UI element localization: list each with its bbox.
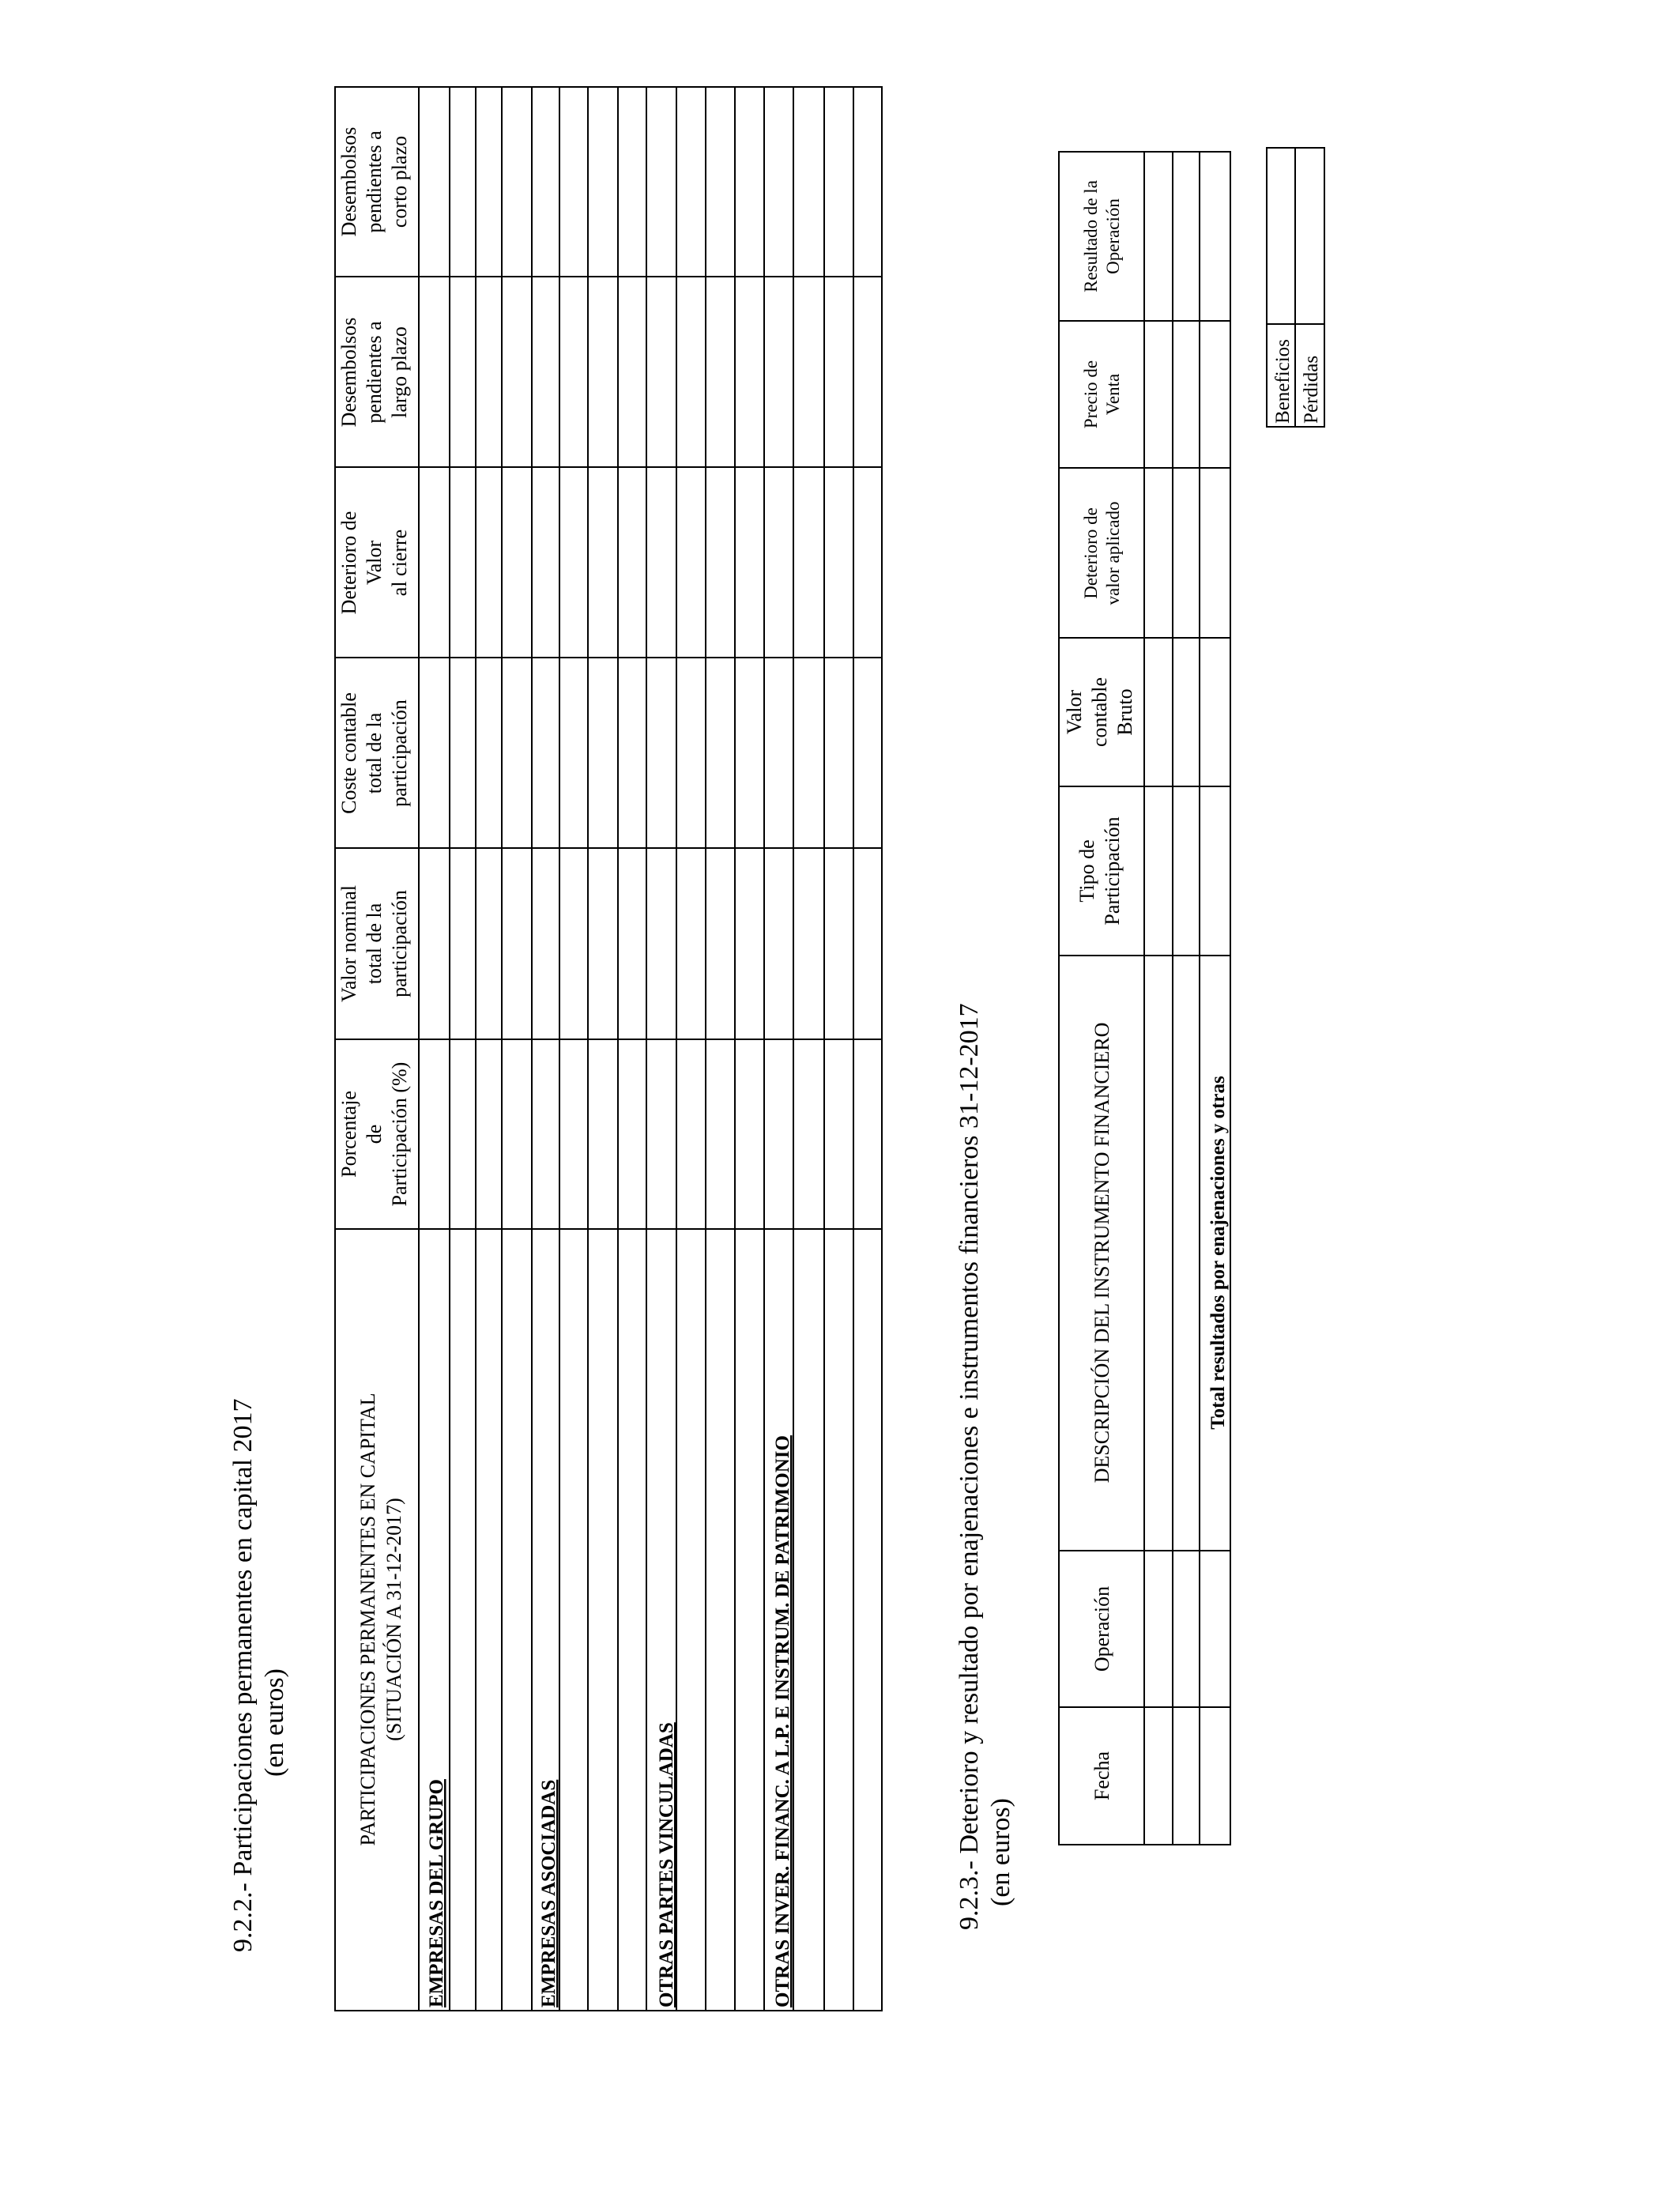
col-header-fecha [1090, 1751, 1113, 1801]
col-header-valor-contable [1063, 677, 1136, 747]
main-header-line1: PARTICIPACIONES PERMANENTES EN CAPITAL [356, 1393, 379, 1846]
col-header-desembolsos-corto [337, 127, 411, 237]
col-header-deterioro-valor [337, 511, 411, 615]
section-otras-inversiones [772, 1435, 793, 2007]
section-923-title-group [955, 1003, 1015, 1930]
participaciones-table [335, 87, 882, 2011]
section-922-title: 9.2.2.- Participaciones permanentes en capital 2017 [228, 1398, 258, 1952]
col-header-line: largo plazo [388, 326, 411, 418]
section-922-subtitle: (en euros) [260, 1668, 289, 1777]
col-header-line: de [363, 1124, 386, 1144]
col-header-line: Deterioro de [337, 511, 360, 615]
col-header-tipo-participacion [1075, 816, 1124, 925]
section-label: OTRAS PARTES VINCULADAS [656, 1722, 677, 2007]
section-label: EMPRESAS DEL GRUPO [426, 1779, 447, 2007]
total-resultados-label: Total resultados por enajenaciones y otras [1207, 1076, 1229, 1430]
legend-label: Beneficios [1272, 339, 1294, 424]
col-header-line: corto plazo [388, 135, 411, 228]
legend-perdidas [1301, 356, 1322, 424]
col-header-precio-venta [1081, 360, 1123, 428]
main-header-line2: (SITUACIÓN A 31-12-2017) [382, 1498, 405, 1741]
col-header-line: pendientes a [363, 130, 386, 233]
legend-beneficios [1272, 339, 1294, 424]
col-header-line: Fecha [1090, 1751, 1113, 1801]
col-header-deterioro-aplicado [1081, 502, 1123, 605]
section-empresas-grupo [426, 1779, 447, 2007]
col-header-line: Valor [1063, 689, 1086, 735]
col-header-line: al cierre [388, 529, 411, 597]
col-header-line: Tipo de [1075, 839, 1098, 903]
legend-label: Pérdidas [1301, 355, 1322, 424]
participaciones-table-border [335, 87, 882, 2011]
section-label: EMPRESAS ASOCIADAS [538, 1779, 559, 2007]
col-header-line: Participación (%) [388, 1061, 411, 1207]
col-header-coste-contable [337, 692, 411, 814]
col-header-valor-nominal [337, 885, 411, 1002]
section-922-title-group [228, 1398, 289, 1952]
col-header-line: total de la [363, 712, 386, 794]
col-header-line: valor aplicado [1103, 501, 1123, 605]
col-header-line: Desembolsos [337, 317, 360, 428]
col-header-line: Venta [1103, 373, 1123, 416]
col-header-resultado [1081, 180, 1123, 292]
col-header-line: pendientes a [363, 321, 386, 424]
col-header-operacion [1090, 1586, 1113, 1672]
total-resultados-row [1207, 1076, 1229, 1430]
col-header-line: Precio de [1081, 360, 1101, 429]
col-header-line: participación [388, 699, 411, 807]
participaciones-main-header [356, 1393, 405, 1845]
col-header-line: Desembolsos [337, 126, 360, 237]
col-header-line: Valor [363, 540, 386, 586]
col-header-line: Bruto [1113, 688, 1136, 736]
col-header-line: Resultado de la [1081, 180, 1101, 292]
col-header-line: Valor nominal [337, 884, 360, 1003]
col-header-line: Operación [1103, 198, 1123, 274]
col-header-line: Deterioro de [1081, 507, 1101, 599]
col-header-porcentaje [337, 1062, 411, 1207]
section-label: OTRAS INVER. FINANC. A L.P. E INSTRUM. DE PATRIMONIO [772, 1435, 793, 2007]
col-header-line: Porcentaje [337, 1091, 360, 1178]
col-header-line: Participación [1101, 816, 1124, 925]
section-empresas-asociadas [538, 1780, 559, 2007]
section-otras-partes-vinculadas [656, 1722, 677, 2007]
col-header-desembolsos-largo [337, 318, 411, 428]
section-923-title: 9.2.3.- Deterioro y resultado por enajenaciones e instrumentos financieros 31-12-2017 [955, 1003, 984, 1930]
col-header-line: Operación [1090, 1585, 1113, 1672]
col-header-line: contable [1088, 677, 1111, 748]
col-header-line: DESCRIPCIÓN DEL INSTRUMENTO FINANCIERO [1090, 1022, 1113, 1483]
col-header-descripcion [1090, 1023, 1113, 1483]
col-header-line: participación [388, 890, 411, 997]
col-header-line: total de la [363, 903, 386, 985]
section-923-subtitle: (en euros) [986, 1798, 1015, 1906]
col-header-line: Coste contable [337, 692, 360, 814]
